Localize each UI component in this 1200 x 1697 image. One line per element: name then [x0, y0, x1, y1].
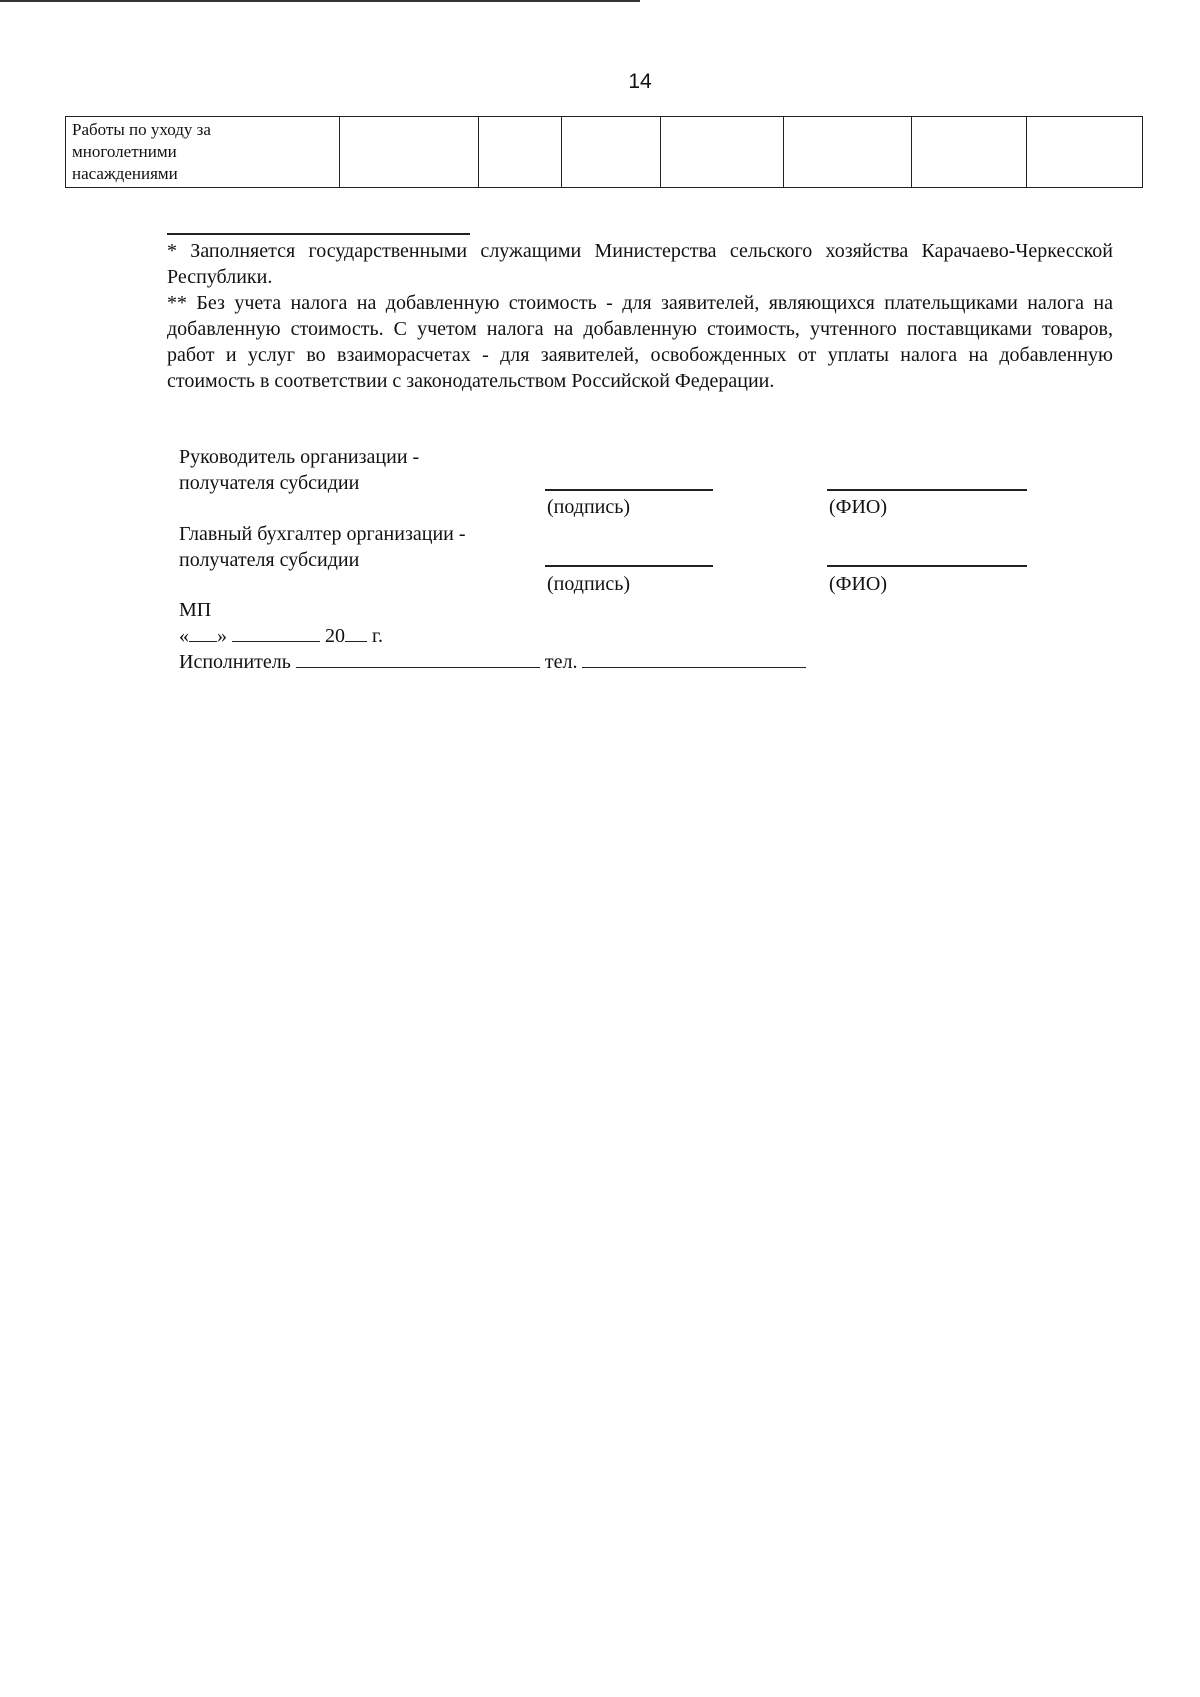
footnotes: [167, 238, 1113, 394]
scan-top-edge-line: [0, 0, 640, 2]
footnote-1: * Заполняется государственными служащими Министерства сельского хозяйства Карачаево-Черкесской Республики.: [167, 240, 1113, 288]
accountant-signature-line: [545, 565, 713, 567]
table-cell: [784, 117, 912, 188]
footnote-separator: [167, 233, 470, 235]
accountant-label-line1: Главный бухгалтер организации -: [179, 523, 466, 545]
table-cell: [912, 117, 1027, 188]
footnote-2: ** Без учета налога на добавленную стоимость - для заявителей, являющихся плательщиками налога на добавленную стоимость. С учетом налога на добавленную стоимость, учтенного поставщиками товаров, работ и услуг во взаиморасчетах - для заявителей, освобожденных от уплаты налога на добавленную стоимость в соответствии с законодательством Российской Федерации.: [167, 292, 1113, 392]
page-number: 14: [628, 70, 652, 93]
phone-label: тел.: [544, 651, 578, 673]
head-signature-line: [545, 489, 713, 491]
table-row: [66, 117, 1143, 188]
table-cell: [562, 117, 661, 188]
data-table: [65, 116, 1143, 188]
accountant-label-line2: получателя субсидии: [179, 549, 360, 571]
executor-blank: [296, 649, 540, 668]
date-year-suffix: г.: [372, 625, 383, 647]
day-blank: [189, 623, 217, 642]
row-label-line: насаждениями: [72, 164, 178, 183]
date-line: [179, 623, 383, 649]
row-label-line: Работы по уходу за: [72, 120, 211, 139]
date-quote-close: »: [217, 625, 227, 647]
date-year-prefix: 20: [325, 625, 345, 647]
table-cell: [661, 117, 784, 188]
head-label-line1: Руководитель организации -: [179, 446, 420, 468]
row-label-line: многолетними: [72, 142, 177, 161]
head-label-line2: получателя субсидии: [179, 472, 360, 494]
accountant-name-caption: (ФИО): [829, 573, 888, 595]
stamp-placeholder: МП: [179, 599, 212, 621]
accountant-name-line: [827, 565, 1027, 567]
table-cell: [1027, 117, 1143, 188]
head-signature-caption: (подпись): [547, 496, 631, 518]
accountant-signature-caption: (подпись): [547, 573, 631, 595]
executor-label: Исполнитель: [179, 651, 291, 673]
table-cell: [479, 117, 562, 188]
year-blank: [345, 623, 367, 642]
executor-line: [179, 649, 806, 675]
month-blank: [232, 623, 320, 642]
table-row-label: [66, 117, 340, 188]
phone-blank: [582, 649, 806, 668]
head-name-caption: (ФИО): [829, 496, 888, 518]
head-name-line: [827, 489, 1027, 491]
table-cell: [340, 117, 479, 188]
date-quote-open: «: [179, 625, 189, 647]
